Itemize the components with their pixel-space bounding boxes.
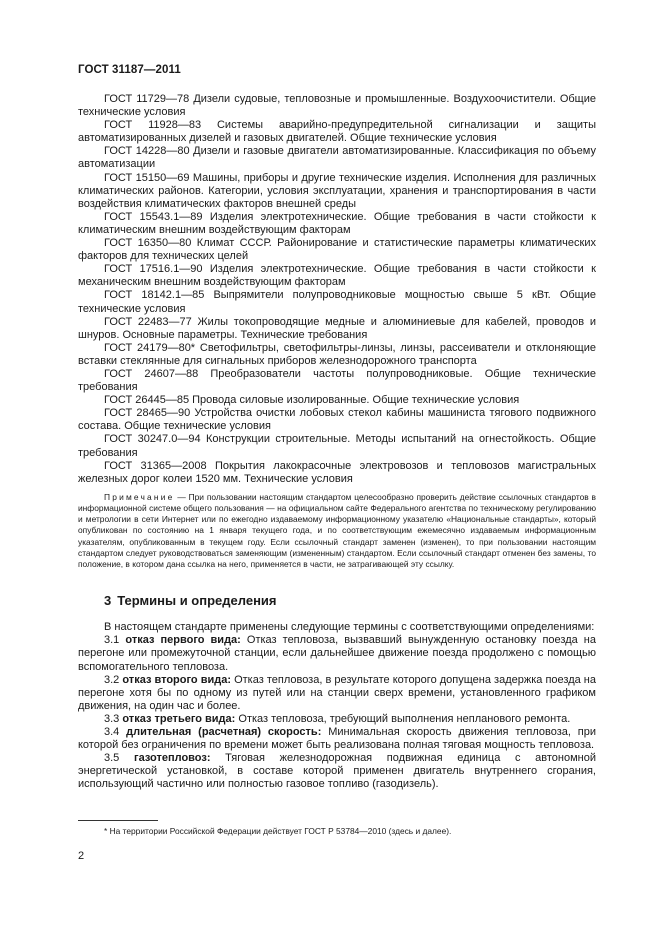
reference-item: ГОСТ 24607—88 Преобразователи частоты полупроводниковые. Общие технические требования [78, 367, 596, 394]
term-text: Отказ тепловоза, вызвавший вынужденную остановку поезда на перегоне или промежуточной станции, если дальнейшее движение поезда продолжено с помощью вспомогательного тепловоза. [78, 634, 596, 673]
term-name: газотепловоз: [133, 752, 211, 765]
page-content [78, 93, 596, 791]
term-definition [78, 713, 596, 726]
reference-list [78, 93, 596, 486]
reference-item: ГОСТ 15150—69 Машины, приборы и другие технические изделия. Исполнения для различных климатических районов. Категории, условия эксплуатации, хранения и транспортирования в части воздействия климатических факторов внешней среды [78, 171, 596, 210]
reference-item: ГОСТ 31365—2008 Покрытия лакокрасочные электровозов и тепловозов магистральных железных дорог колеи 1520 мм. Технические условия [78, 459, 596, 485]
reference-item: ГОСТ 14228—80 Дизели и газовые двигатели автоматизированные. Классификация по объему автоматизации [78, 145, 596, 171]
section-heading [78, 593, 596, 609]
note-text: — При пользовании настоящим стандартом целесообразно проверить действие ссылочных стандартов в информационной системе общего пользования — на официальном сайте Федерального агентства по техническому регулированию и метрологии в сети Интернет или по ежегодно издаваемому информационному указателю «Национальные стандарты», который опубликован по состоянию на 1 января текущего года, и по соответствующим ежемесячно издаваемым информационным указателям, опубликованным в текущем году. Если ссылочный стандарт заменен (изменен), то при пользовании настоящим стандартом следует руководствоваться заменяющим (измененным) стандартом. Если ссылочный стандарт отменен без замены, то положение, в котором дана ссылка на него, применяется в части, не затрагивающей эту ссылку. [78, 491, 596, 570]
note-label: Примечание [104, 491, 175, 502]
term-definition [78, 634, 596, 673]
reference-item: ГОСТ 18142.1—85 Выпрямители полупроводниковые мощностью свыше 5 кВт. Общие технические условия [78, 289, 596, 315]
section-title: Термины и определения [117, 593, 277, 609]
term-name: отказ первого вида: [125, 634, 241, 647]
term-text: Отказ тепловоза, требующий выполнения непланового ремонта. [235, 712, 571, 725]
footnote-divider [78, 820, 158, 821]
term-definition [78, 752, 596, 791]
term-number: 3.1 [104, 634, 120, 647]
footnote: * На территории Российской Федерации действует ГОСТ Р 53784—2010 (здесь и далее). [104, 826, 452, 836]
note-paragraph [78, 492, 596, 570]
reference-item: ГОСТ 17516.1—90 Изделия электротехнические. Общие требования в части стойкости к механическим внешним воздействующим факторам [78, 263, 596, 289]
reference-item: ГОСТ 15543.1—89 Изделия электротехнические. Общие требования в части стойкости к климатическим внешним воздействующим факторам [78, 210, 596, 236]
term-text: Тяговая железнодорожная подвижная единица с автономной энергетической установкой, в составе которой применен двигатель внутреннего сгорания, использующий частично или полностью газовое топливо (газодизель). [78, 752, 596, 791]
reference-item: ГОСТ 16350—80 Климат СССР. Районирование и статистические параметры климатических факторов для технических целей [78, 237, 596, 263]
term-number: 3.2 [104, 673, 120, 686]
term-definition [78, 726, 596, 752]
reference-item: ГОСТ 11729—78 Дизели судовые, тепловозные и промышленные. Воздухоочистители. Общие технические условия [78, 93, 596, 119]
term-name: длительная (расчетная) скорость: [126, 725, 322, 738]
reference-item: ГОСТ 24179—80* Светофильтры, светофильтры-линзы, линзы, рассеиватели и отклоняющие вставки стеклянные для сигнальных приборов железнодорожного транспорта [78, 341, 596, 367]
page-number: 2 [78, 850, 85, 862]
term-name: отказ второго вида: [122, 673, 232, 686]
document-header: ГОСТ 31187—2011 [78, 64, 181, 76]
reference-item: ГОСТ 22483—77 Жилы токопроводящие медные и алюминиевые для кабелей, проводов и шнуров. Основные параметры. Технические требования [78, 315, 596, 341]
reference-item: ГОСТ 11928—83 Системы аварийно-предупредительной сигнализации и защиты автоматизированных дизелей и газовых двигателей. Общие технические условия [78, 119, 596, 145]
reference-item: ГОСТ 30247.0—94 Конструкции строительные. Методы испытаний на огнестойкость. Общие требования [78, 433, 596, 459]
reference-item: ГОСТ 26445—85 Провода силовые изолированные. Общие технические условия [104, 394, 520, 407]
reference-item: ГОСТ 28465—90 Устройства очистки лобовых стекол кабины машиниста тягового подвижного состава. Общие технические условия [78, 407, 596, 433]
term-text: Минимальная скорость движения тепловоза, при которой без ограничения по времени может быть реализована полная тяговая мощность тепловоза. [78, 725, 597, 752]
term-name: отказ третьего вида: [122, 712, 236, 725]
term-definition [78, 674, 596, 713]
term-text: Отказ тепловоза, в результате которого допущена задержка поезда на перегоне хотя бы по одному из путей или на станции сверх времени, установленного графиком движения, на один час и более. [78, 673, 596, 712]
term-number: 3.4 [104, 725, 120, 738]
section-number: 3 [104, 593, 112, 609]
section-intro: В настоящем стандарте применены следующие термины с соответствующими определениями: [104, 621, 595, 634]
term-number: 3.5 [104, 752, 120, 765]
term-number: 3.3 [104, 712, 120, 725]
